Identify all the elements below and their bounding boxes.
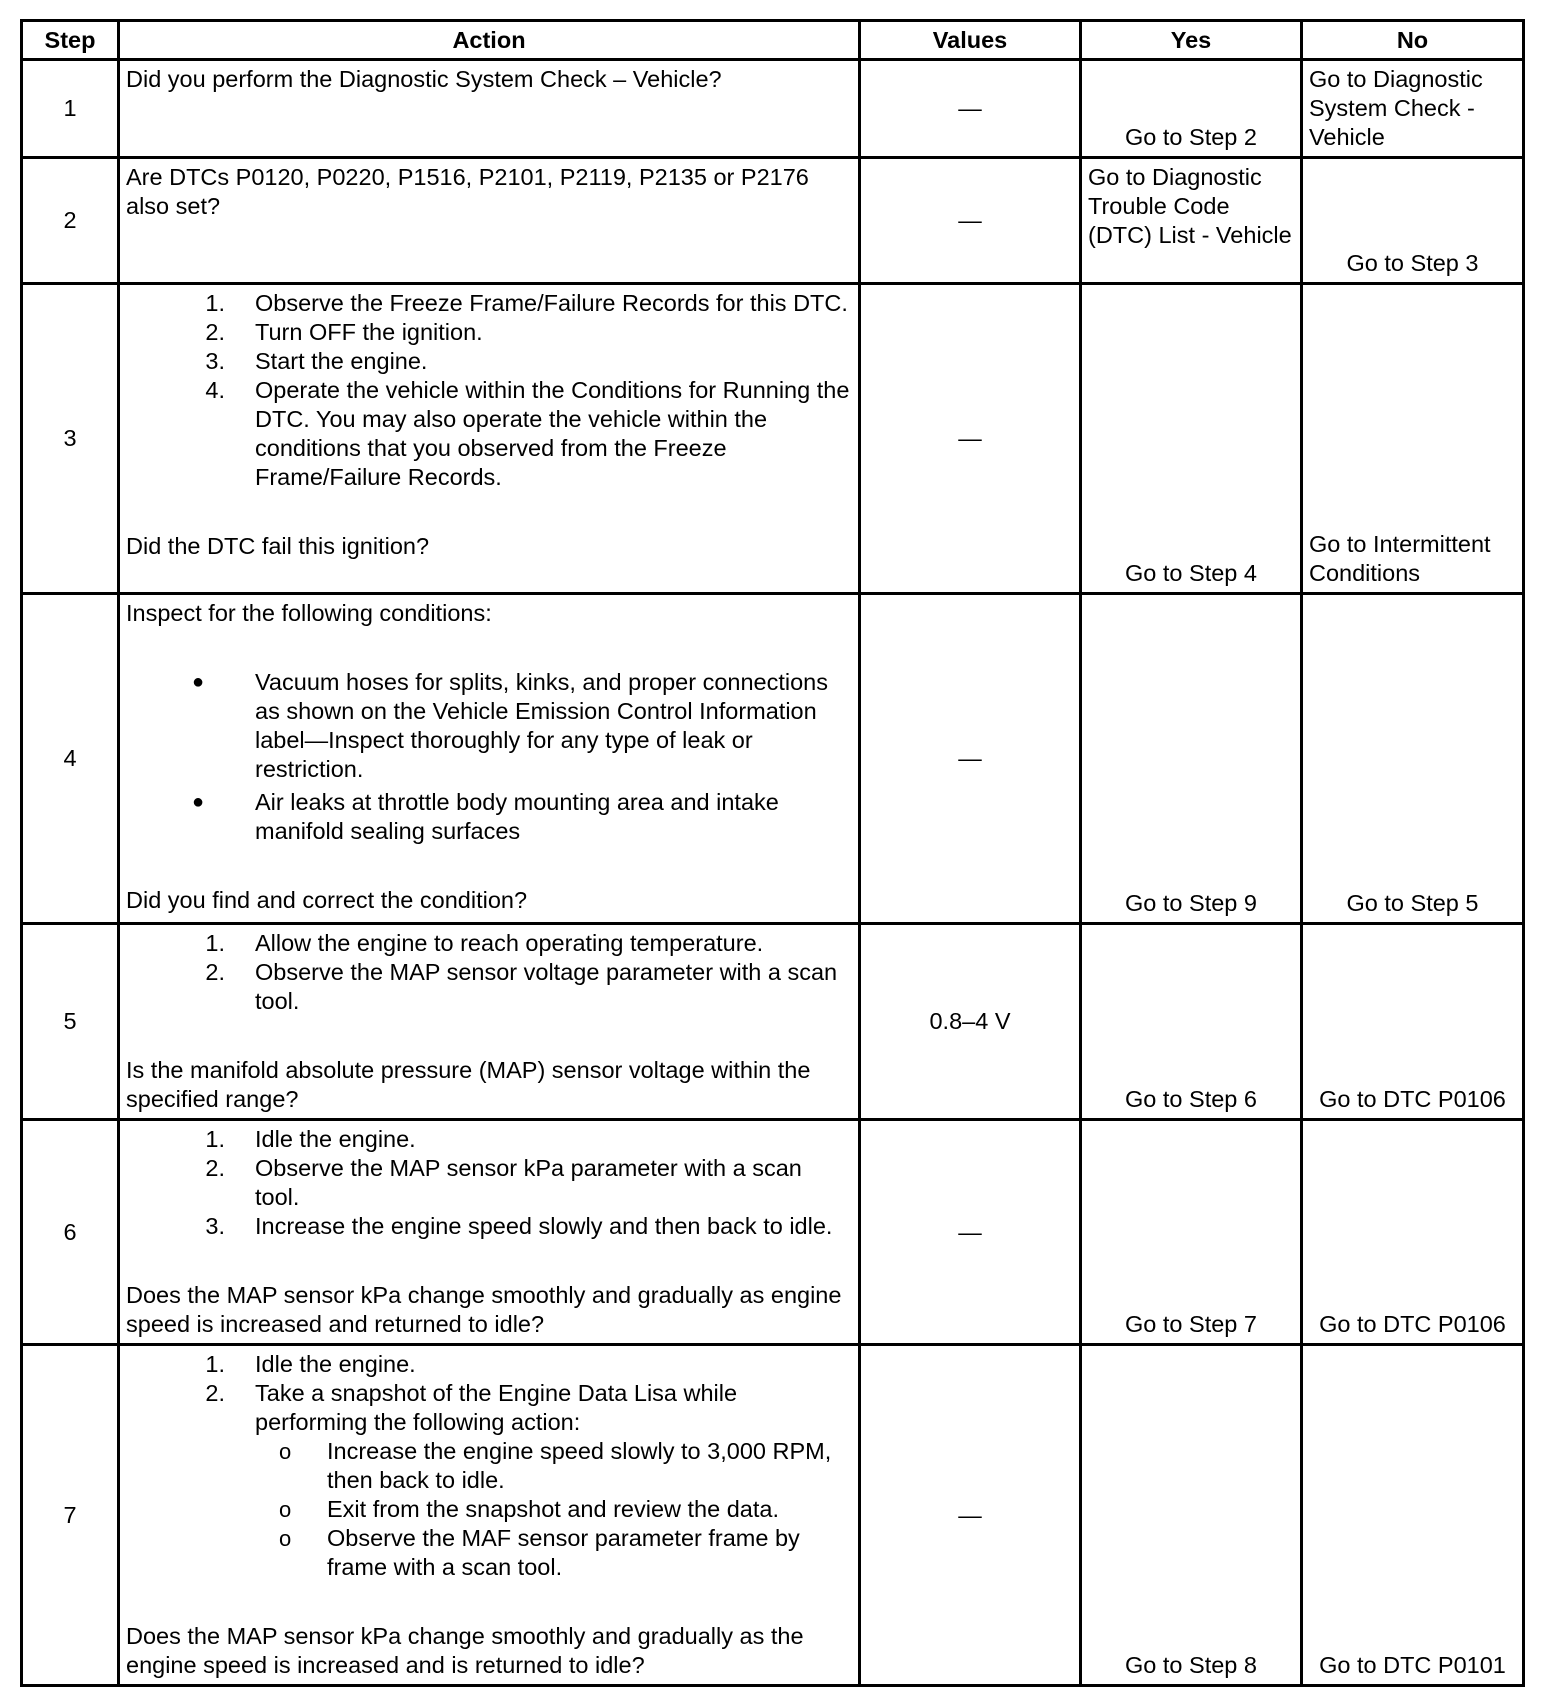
no-link[interactable]: Go to DTC P0106 [1302, 924, 1524, 1120]
list-item [126, 289, 852, 318]
action-cell [119, 924, 860, 1120]
numbered-list [126, 1350, 852, 1437]
list-item [126, 668, 852, 784]
list-number: 2. [205, 319, 225, 345]
step-number: 2 [22, 158, 119, 284]
list-item-text: Air leaks at throttle body mounting area and intake manifold sealing surfaces [255, 789, 779, 844]
yes-link[interactable]: Go to Step 6 [1081, 924, 1302, 1120]
action-cell [119, 284, 860, 594]
list-item [126, 376, 852, 492]
list-number: 1. [205, 290, 225, 316]
no-link[interactable]: Go to Step 3 [1302, 158, 1524, 284]
table-row [22, 924, 1524, 1120]
bullet-icon: ● [191, 671, 205, 693]
list-item-text: Observe the MAP sensor voltage parameter with a scan tool. [255, 959, 838, 1014]
list-item [126, 958, 852, 1016]
bullet-list [126, 668, 852, 846]
values-cell: — [860, 60, 1081, 158]
list-item-text: Exit from the snapshot and review the data. [327, 1496, 779, 1522]
yes-link[interactable]: Go to Step 4 [1081, 284, 1302, 594]
no-link[interactable]: Go to DTC P0101 [1302, 1345, 1524, 1686]
list-item [126, 1212, 852, 1241]
header-no: No [1302, 21, 1524, 60]
no-link[interactable]: Go to Step 5 [1302, 594, 1524, 924]
circle-bullet-icon: o [279, 1526, 292, 1551]
list-item-text: Observe the Freeze Frame/Failure Records for this DTC. [255, 290, 848, 316]
yes-link[interactable]: Go to Step 2 [1081, 60, 1302, 158]
values-cell: — [860, 1345, 1081, 1686]
step-number: 5 [22, 924, 119, 1120]
list-number: 1. [205, 1126, 225, 1152]
action-cell [119, 1345, 860, 1686]
list-item-text: Increase the engine speed slowly and then back to idle. [255, 1213, 833, 1239]
list-item-text: Idle the engine. [255, 1351, 416, 1377]
numbered-list [126, 289, 852, 492]
header-values: Values [860, 21, 1081, 60]
list-item [126, 347, 852, 376]
action-question: Did the DTC fail this ignition? [126, 533, 430, 559]
list-item [126, 1125, 852, 1154]
list-item [126, 1495, 852, 1524]
action-question: Did you find and correct the condition? [126, 887, 528, 913]
yes-link[interactable]: Go to Step 8 [1081, 1345, 1302, 1686]
step-number: 6 [22, 1120, 119, 1345]
numbered-list [126, 1125, 852, 1241]
action-question: Does the MAP sensor kPa change smoothly and gradually as engine speed is increased and returned to idle? [126, 1282, 842, 1337]
step-number: 4 [22, 594, 119, 924]
step-number: 1 [22, 60, 119, 158]
action-cell [119, 158, 860, 284]
sub-bullet-list [126, 1437, 852, 1582]
yes-link[interactable]: Go to Step 7 [1081, 1120, 1302, 1345]
table-row [22, 594, 1524, 924]
step-number: 3 [22, 284, 119, 594]
table-row [22, 60, 1524, 158]
diagnostic-table [20, 19, 1525, 1687]
list-item [126, 1350, 852, 1379]
list-number: 2. [205, 959, 225, 985]
list-item-text: Allow the engine to reach operating temperature. [255, 930, 764, 956]
list-item-text: Operate the vehicle within the Conditions for Running the DTC. You may also operate the vehicle within the conditions that you observed from the Freeze Frame/Failure Records. [255, 377, 850, 490]
list-item-text: Observe the MAF sensor parameter frame by frame with a scan tool. [327, 1525, 800, 1580]
action-question: Does the MAP sensor kPa change smoothly and gradually as the engine speed is increased and is returned to idle? [126, 1623, 804, 1678]
bullet-icon: ● [191, 791, 205, 813]
values-cell: 0.8–4 V [860, 924, 1081, 1120]
list-item [126, 1379, 852, 1437]
list-item-text: Increase the engine speed slowly to 3,000 RPM, then back to idle. [327, 1438, 832, 1493]
list-item [126, 318, 852, 347]
action-cell [119, 60, 860, 158]
no-link[interactable]: Go to DTC P0106 [1302, 1120, 1524, 1345]
step-number: 7 [22, 1345, 119, 1686]
list-number: 3. [205, 348, 225, 374]
header-yes: Yes [1081, 21, 1302, 60]
values-cell: — [860, 284, 1081, 594]
action-intro: Inspect for the following conditions: [126, 600, 492, 626]
table-row [22, 1120, 1524, 1345]
list-item [126, 1524, 852, 1582]
list-item [126, 1154, 852, 1212]
action-cell [119, 1120, 860, 1345]
values-cell: — [860, 594, 1081, 924]
action-cell [119, 594, 860, 924]
list-item [126, 1437, 852, 1495]
action-question: Did you perform the Diagnostic System Check – Vehicle? [126, 66, 722, 92]
header-action: Action [119, 21, 860, 60]
list-item-text: Start the engine. [255, 348, 428, 374]
no-link[interactable]: Go to Diagnostic System Check - Vehicle [1302, 60, 1524, 158]
action-question: Are DTCs P0120, P0220, P1516, P2101, P2119, P2135 or P2176 also set? [126, 164, 809, 219]
numbered-list [126, 929, 852, 1016]
list-item-text: Take a snapshot of the Engine Data Lisa while performing the following action: [255, 1380, 738, 1435]
action-question: Is the manifold absolute pressure (MAP) sensor voltage within the specified range? [126, 1057, 811, 1112]
values-cell: — [860, 158, 1081, 284]
values-cell: — [860, 1120, 1081, 1345]
table-row [22, 284, 1524, 594]
list-number: 4. [205, 377, 225, 403]
list-number: 2. [205, 1155, 225, 1181]
header-row [22, 21, 1524, 60]
list-number: 1. [205, 1351, 225, 1377]
list-item-text: Vacuum hoses for splits, kinks, and proper connections as shown on the Vehicle Emission Control Information label—Inspect thoroughly for any type of leak or restriction. [255, 669, 828, 782]
list-item-text: Turn OFF the ignition. [255, 319, 483, 345]
yes-link[interactable]: Go to Step 9 [1081, 594, 1302, 924]
circle-bullet-icon: o [279, 1439, 292, 1464]
list-item [126, 929, 852, 958]
table-row [22, 1345, 1524, 1686]
no-link[interactable]: Go to Intermittent Conditions [1302, 284, 1524, 594]
yes-link[interactable]: Go to Diagnostic Trouble Code (DTC) List - Vehicle [1081, 158, 1302, 284]
list-number: 3. [205, 1213, 225, 1239]
list-number: 1. [205, 930, 225, 956]
list-number: 2. [205, 1380, 225, 1406]
header-step: Step [22, 21, 119, 60]
list-item [126, 788, 852, 846]
table-row [22, 158, 1524, 284]
list-item-text: Observe the MAP sensor kPa parameter with a scan tool. [255, 1155, 802, 1210]
list-item-text: Idle the engine. [255, 1126, 416, 1152]
circle-bullet-icon: o [279, 1497, 292, 1522]
